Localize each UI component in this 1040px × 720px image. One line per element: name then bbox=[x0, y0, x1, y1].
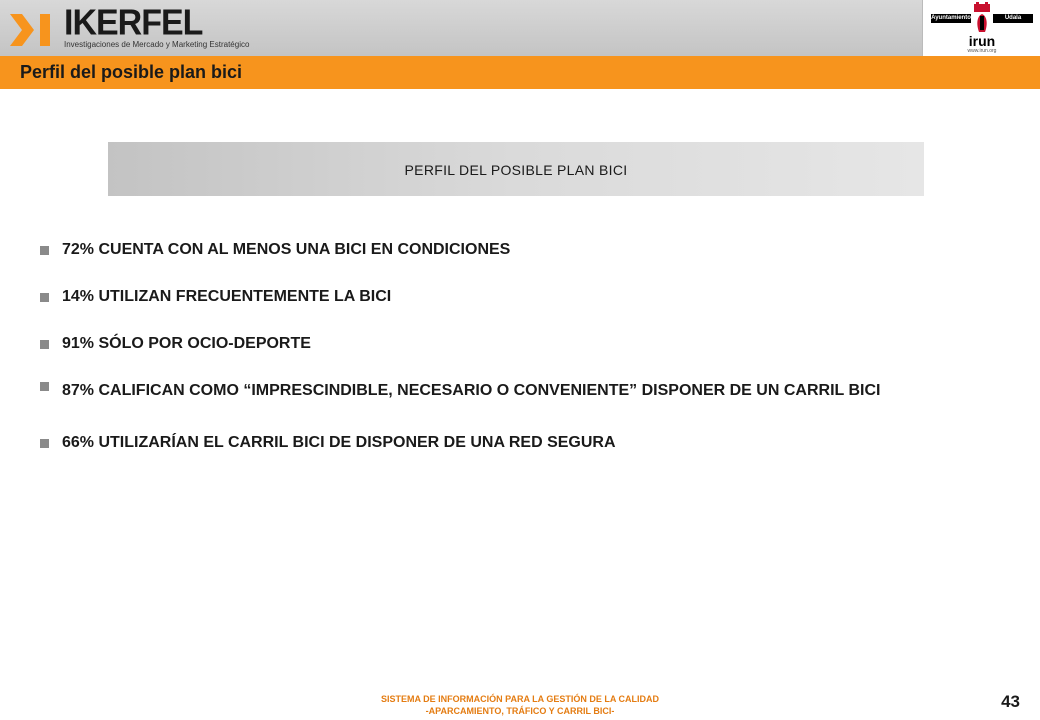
square-bullet-icon bbox=[40, 340, 49, 349]
municipal-logo bbox=[922, 0, 1040, 56]
list-item bbox=[40, 279, 1010, 315]
list-item-text: 87% CALIFICAN COMO “IMPRESCINDIBLE, NECESARIO O CONVENIENTE” DISPONER DE UN CARRIL BICI bbox=[62, 382, 881, 399]
footer-line-2: -APARCAMIENTO, TRÁFICO Y CARRIL BICI- bbox=[425, 706, 615, 716]
bullet-list bbox=[40, 232, 1010, 472]
list-item-text: 66% UTILIZARÍAN EL CARRIL BICI DE DISPONER DE UNA RED SEGURA bbox=[62, 434, 616, 451]
page-number: 43 bbox=[1001, 692, 1020, 711]
brand-name: IKERFEL bbox=[64, 3, 203, 43]
list-item-text: 91% SÓLO POR OCIO-DEPORTE bbox=[62, 335, 311, 352]
square-bullet-icon bbox=[40, 293, 49, 302]
municipal-logo-left-label: Ayuntamiento bbox=[931, 15, 971, 21]
list-item-text: 72% CUENTA CON AL MENOS UNA BICI EN CONDICIONES bbox=[62, 241, 511, 258]
square-bullet-icon bbox=[40, 439, 49, 448]
ikerfel-logo-icon bbox=[8, 10, 60, 50]
square-bullet-icon bbox=[40, 382, 49, 391]
brand-tagline: Investigaciones de Mercado y Marketing Estratégico bbox=[64, 40, 250, 49]
municipal-logo-city: irun bbox=[968, 33, 996, 49]
list-item bbox=[40, 232, 1010, 268]
list-item bbox=[40, 326, 1010, 362]
content-title: PERFIL DEL POSIBLE PLAN BICI bbox=[404, 162, 628, 178]
municipal-logo-right-label: Udala bbox=[993, 14, 1033, 23]
municipal-logo-url: www.irun.org bbox=[967, 48, 997, 54]
page-header bbox=[0, 0, 1040, 56]
list-item-text: 14% UTILIZAN FRECUENTEMENTE LA BICI bbox=[62, 288, 392, 305]
list-item bbox=[40, 368, 1010, 414]
square-bullet-icon bbox=[40, 246, 49, 255]
section-title-bar bbox=[0, 56, 1040, 89]
footer-line-1: SISTEMA DE INFORMACIÓN PARA LA GESTIÓN DE LA CALIDAD bbox=[381, 694, 659, 704]
list-item bbox=[40, 425, 1010, 461]
content-title-box bbox=[108, 142, 924, 196]
page-footer bbox=[300, 693, 740, 717]
section-title: Perfil del posible plan bici bbox=[20, 62, 243, 82]
